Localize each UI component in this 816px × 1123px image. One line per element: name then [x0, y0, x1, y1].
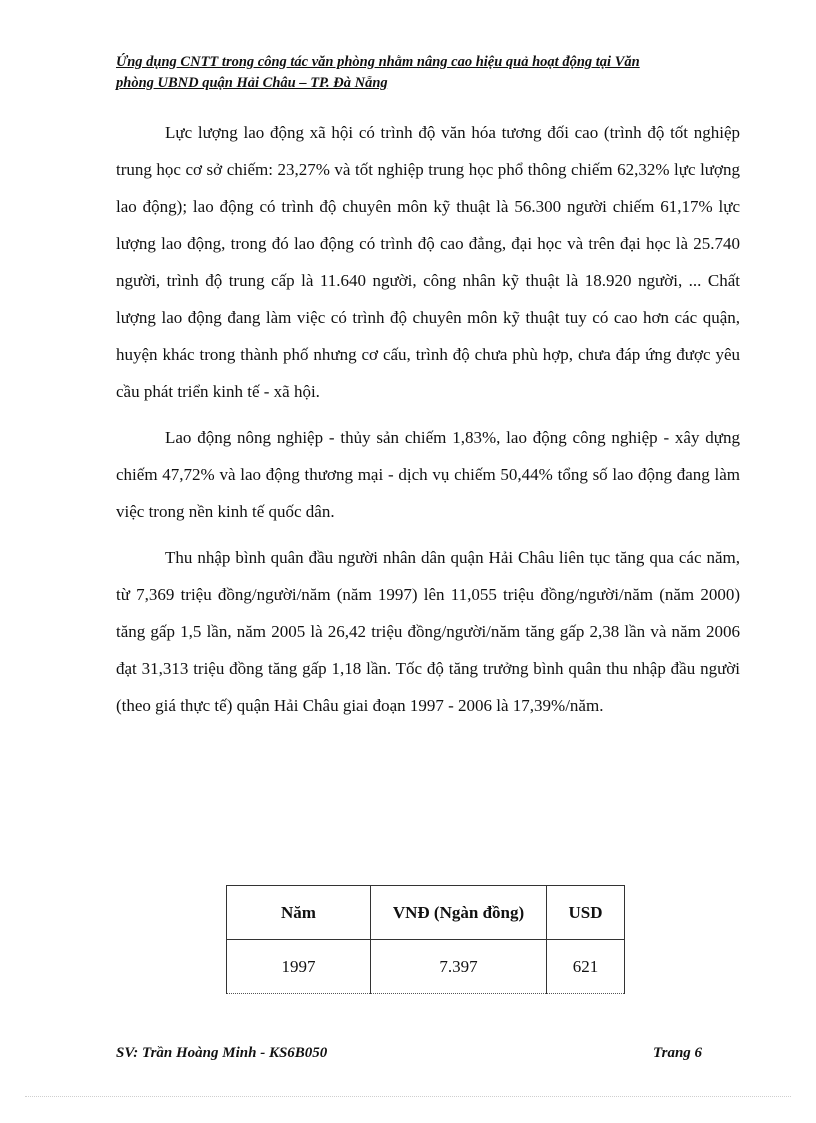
header-line-1: Ứng dụng CNTT trong công tác văn phòng nhằm nâng cao hiệu quả hoạt động tại Văn	[116, 54, 640, 70]
footer-page-number: Trang 6	[653, 1045, 703, 1061]
paragraph-labor-education: Lực lượng lao động xã hội có trình độ văn hóa tương đối cao (trình độ tốt nghiệp trung học cơ sở chiếm: 23,27% và tốt nghiệp trung học phổ thông chiếm 62,32% lực lượng lao động); lao động có trình độ chuyên môn kỹ thuật là 56.300 người chiếm 61,17% lực lượng lao động, trong đó lao động có trình độ cao đẳng, đại học và trên đại học là 25.740 người, trình độ trung cấp là 11.640 người, công nhân kỹ thuật là 18.920 người, ... Chất lượng lao động đang làm việc có trình độ chuyên môn kỹ thuật tuy có cao hơn các quận, huyện khác trong thành phố nhưng cơ cấu, trình độ chưa phù hợp, chưa đáp ứng được yêu cầu phát triển kinh tế - xã hội.	[116, 123, 740, 401]
table-row	[227, 940, 625, 994]
table-header-row	[227, 886, 625, 940]
page-bottom-edge	[25, 1096, 791, 1097]
header-line-2: phòng UBND quận Hải Châu – TP. Đà Nẵng	[116, 75, 388, 91]
body-text	[116, 114, 740, 724]
cell-year: 1997	[227, 940, 371, 994]
header-year: Năm	[227, 886, 371, 940]
footer-student: SV: Trần Hoàng Minh - KS6B050	[116, 1045, 328, 1061]
cell-vnd: 7.397	[371, 940, 547, 994]
document-header	[116, 52, 736, 94]
paragraph-labor-structure: Lao động nông nghiệp - thủy sản chiếm 1,83%, lao động công nghiệp - xây dựng chiếm 47,72% và lao động thương mại - dịch vụ chiếm 50,44% tổng số lao động đang làm việc trong nền kinh tế quốc dân.	[116, 428, 740, 521]
header-usd: USD	[547, 886, 625, 940]
cell-usd: 621	[547, 940, 625, 994]
header-vnd: VNĐ (Ngàn đồng)	[371, 886, 547, 940]
paragraph-income: Thu nhập bình quân đầu người nhân dân quận Hải Châu liên tục tăng qua các năm, từ 7,369 triệu đồng/người/năm (năm 1997) lên 11,055 triệu đồng/người/năm (năm 2000) tăng gấp 1,5 lần, năm 2005 là 26,42 triệu đồng/người/năm tăng gấp 2,38 lần và năm 2006 đạt 31,313 triệu đồng tăng gấp 1,18 lần. Tốc độ tăng trưởng bình quân thu nhập đầu người (theo giá thực tế) quận Hải Châu giai đoạn 1997 - 2006 là 17,39%/năm.	[116, 548, 740, 715]
income-table	[226, 885, 625, 994]
